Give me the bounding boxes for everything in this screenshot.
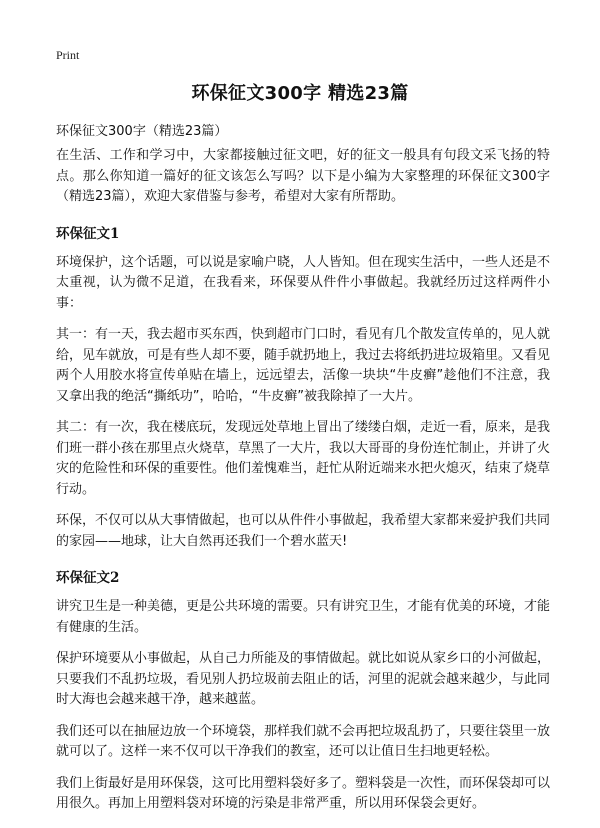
- section-2-paragraph-1: 讲究卫生是一种美德，更是公共环境的需要。只有讲究卫生，才能有优美的环境，才能有健康的生活。: [56, 599, 551, 635]
- page-title: 环保征文300字 精选23篇: [191, 83, 409, 104]
- section-2-paragraph-3: 我们还可以在抽屉边放一个环境袋，那样我们就不会再把垃圾乱扔了，只要往袋里一放就可以了。这样一来不仅可以干净我们的教室，还可以让值日生扫地更轻松。: [56, 723, 551, 759]
- section-1-paragraph-4: 环保，不仅可以从大事情做起，也可以从件件小事做起，我希望大家都来爱护我们共同的家园——地球，让大自然再还我们一个碧水蓝天!: [56, 513, 551, 549]
- section-1-paragraph-3: 其二：有一次，我在楼底玩，发现远处草地上冒出了缕缕白烟，走近一看，原来，是我们班一群小孩在那里点火烧草，草黑了一大片，我以大哥哥的身份连忙制止，并讲了火灾的危险性和环保的重要性。他们羞愧难当，赶忙从附近端来水把火熄灭，结束了烧草行动。: [56, 420, 551, 497]
- print-link[interactable]: Print: [56, 48, 80, 62]
- section-1-paragraph-2: 其一：有一天，我去超市买东西，快到超市门口时，看见有几个散发宣传单的，见人就给，见车就放，可是有些人却不要，随手就扔地上，我过去将纸扔进垃圾箱里。又看见两个人用胶水将宣传单贴在墙上，远远望去，活像一块块“牛皮癣”趁他们不注意，我又拿出我的绝活“撕纸功”，哈哈，“牛皮癣”被我除掉了一大片。: [56, 327, 551, 404]
- section-heading-1: 环保征文1: [56, 225, 120, 242]
- intro-paragraph: 在生活、工作和学习中，大家都接触过征文吧，好的征文一般具有句段文采飞扬的特点。那么你知道一篇好的征文该怎么写吗？以下是小编为大家整理的环保征文300字（精选23篇），欢迎大家借鉴与参考，希望对大家有所帮助。: [56, 148, 550, 204]
- page-subtitle: 环保征文300字（精选23篇）: [56, 124, 228, 139]
- section-2-paragraph-4: 我们上街最好是用环保袋，这可比用塑料袋好多了。塑料袋是一次性，而环保袋却可以用很久。再加上用塑料袋对环境的污染是非常严重，所以用环保袋会更好。: [56, 775, 551, 811]
- section-heading-2: 环保征文2: [56, 570, 120, 586]
- article-body: [56, 146, 550, 826]
- section-2-paragraph-2: 保护环境要从小事做起，从自己力所能及的事情做起。就比如说从家乡口的小河做起，只要我们不乱扔垃圾，看见别人扔垃圾前去阻止的话，河里的泥就会越来越少，与此同时大海也会越来越干净，越来越蓝。: [56, 651, 551, 707]
- section-1-paragraph-1: 环境保护，这个话题，可以说是家喻户晓，人人皆知。但在现实生活中，一些人还是不太重视，认为微不足道，在我看来，环保要从件件小事做起。我就经历过这样两件小事：: [56, 254, 551, 311]
